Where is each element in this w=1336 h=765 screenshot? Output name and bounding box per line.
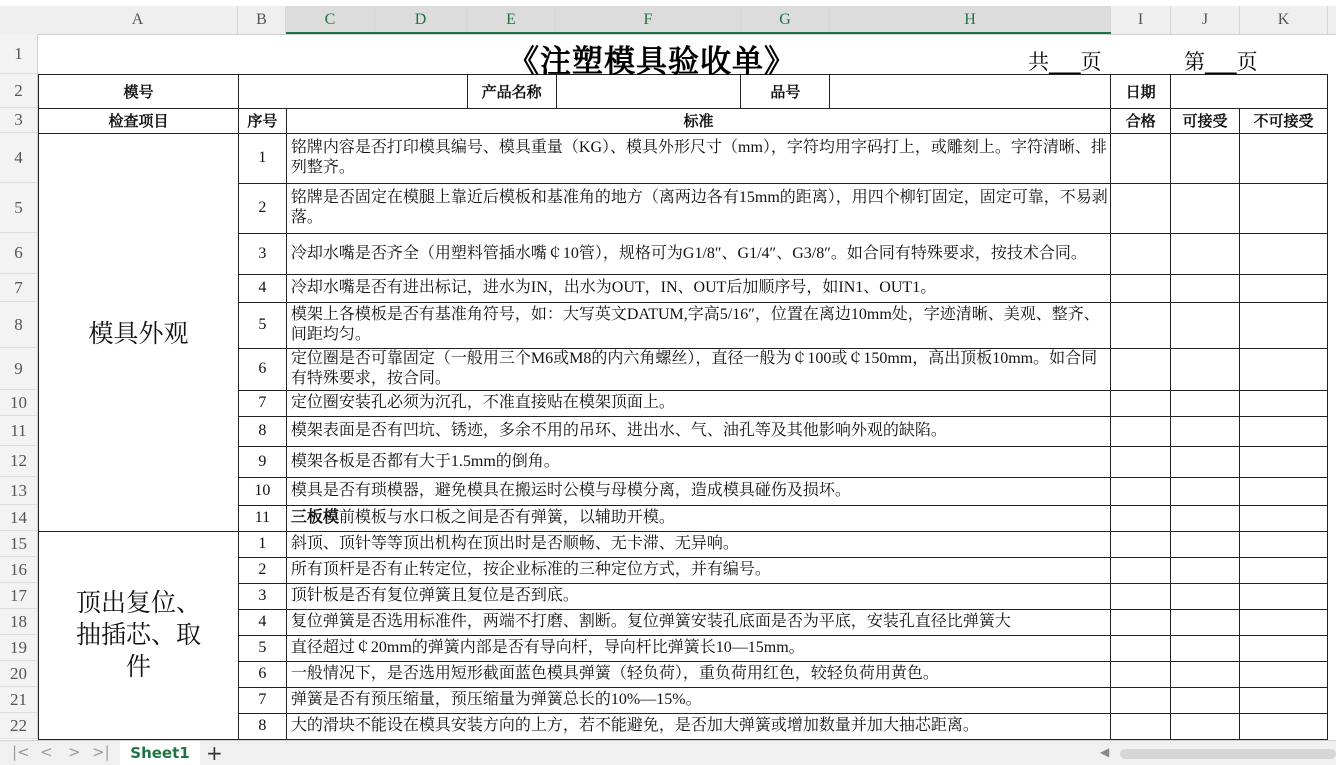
standard-cell[interactable] <box>286 274 1110 302</box>
column-header-f[interactable]: F <box>556 6 741 34</box>
col-title-standard: 标准 <box>286 108 1110 133</box>
first-sheet-icon[interactable]: |< <box>12 743 30 761</box>
standard-text: 模具是否有琐模器，避免模具在搬运时公模与母模分离，造成模具碰伤及损坏。 <box>290 482 851 499</box>
pass-cell[interactable] <box>1111 183 1171 233</box>
pass-cell[interactable] <box>1111 446 1171 477</box>
unacceptable-cell[interactable] <box>1239 390 1327 416</box>
acceptable-cell[interactable] <box>1171 390 1240 416</box>
item-number: 1 <box>238 531 286 557</box>
col-title-pass: 合格 <box>1111 108 1171 133</box>
item-number: 1 <box>238 133 286 183</box>
acceptable-cell[interactable] <box>1171 274 1240 302</box>
row-header-2[interactable]: 2 <box>0 74 38 108</box>
acceptable-cell[interactable] <box>1171 609 1240 635</box>
acceptable-cell[interactable] <box>1171 233 1240 274</box>
pass-cell[interactable] <box>1111 583 1171 609</box>
standard-cell[interactable] <box>286 390 1110 416</box>
standard-text: 前模板与水口板之间是否有弹簧，以辅助开模。 <box>338 509 675 526</box>
item-number: 2 <box>238 183 286 233</box>
standard-cell[interactable] <box>286 505 1110 531</box>
acceptable-cell[interactable] <box>1171 505 1240 531</box>
row-header-13[interactable]: 13 <box>0 477 38 505</box>
standard-text: 冷却水嘴是否齐全（用塑料管插水嘴￠10管），规格可为G1/8″、G1/4″、G3/8″。如合同有特殊要求，按技术合同。 <box>290 244 1087 262</box>
category-cell <box>39 531 239 739</box>
pass-cell[interactable] <box>1111 348 1171 390</box>
col-title-acceptable: 可接受 <box>1171 108 1240 133</box>
standard-text: 大的滑块不能设在模具安装方向的上方，若不能避免，是否加大弹簧或增加数量并加大抽芯距离。 <box>290 717 979 734</box>
item-number: 4 <box>238 609 286 635</box>
pass-cell[interactable] <box>1111 713 1171 739</box>
standard-cell[interactable] <box>286 446 1110 477</box>
row-header-7[interactable]: 7 <box>0 274 38 302</box>
item-number: 11 <box>238 505 286 531</box>
pass-cell[interactable] <box>1111 505 1171 531</box>
acceptable-cell[interactable] <box>1171 635 1240 661</box>
item-number: 9 <box>238 446 286 477</box>
unacceptable-cell[interactable] <box>1239 687 1327 713</box>
column-header-j[interactable]: J <box>1171 6 1240 34</box>
row-header-18[interactable]: 18 <box>0 609 38 635</box>
pass-cell[interactable] <box>1111 416 1171 446</box>
standard-text: 复位弹簧是否选用标准件，两端不打磨、割断。复位弹簧安装孔底面是否为平底，安装孔直径比弹簧大 <box>290 613 1011 630</box>
standard-text: 模架表面是否有凹坑、锈迹，多余不用的吊环、进出水、气、油孔等及其他影响外观的缺陷。 <box>290 422 947 439</box>
prev-sheet-icon[interactable]: < <box>40 743 53 761</box>
pass-cell[interactable] <box>1111 557 1171 583</box>
unacceptable-cell[interactable] <box>1239 713 1327 739</box>
standard-cell[interactable] <box>286 416 1110 446</box>
worksheet-grid[interactable] <box>38 34 1328 740</box>
unacceptable-cell[interactable] <box>1239 635 1327 661</box>
acceptable-cell[interactable] <box>1171 557 1240 583</box>
mold-no-cell[interactable] <box>238 74 467 108</box>
date-cell[interactable] <box>1171 74 1328 108</box>
sheet-tab-bar <box>0 740 1336 765</box>
unacceptable-cell[interactable] <box>1239 446 1327 477</box>
row-header-10[interactable]: 10 <box>0 390 38 416</box>
category-cell <box>39 133 239 531</box>
standard-text: 模架上各模板是否有基准角符号，如：大写英文DATUM,字高5/16″，位置在离边10mm处，字迹清晰、美观、整齐、间距均匀。 <box>290 306 1100 343</box>
row-header-22[interactable]: 22 <box>0 713 38 739</box>
column-header-a[interactable]: A <box>38 6 238 34</box>
item-number: 6 <box>238 348 286 390</box>
unacceptable-cell[interactable] <box>1239 416 1327 446</box>
column-header-g[interactable]: G <box>741 6 830 34</box>
column-header-b[interactable]: B <box>238 6 286 34</box>
standard-text: 定位圈是否可靠固定（一般用三个M6或M8的内六角螺丝），直径一般为￠100或￠150mm，高出顶板10mm。如合同有特殊要求，按合同。 <box>290 350 1098 387</box>
acceptable-cell[interactable] <box>1171 477 1240 505</box>
item-number: 4 <box>238 274 286 302</box>
column-header-i[interactable]: I <box>1111 6 1171 34</box>
unacceptable-cell[interactable] <box>1239 583 1327 609</box>
pass-cell[interactable] <box>1111 274 1171 302</box>
unacceptable-cell[interactable] <box>1239 183 1327 233</box>
column-header-k[interactable]: K <box>1240 6 1328 34</box>
pass-cell[interactable] <box>1111 477 1171 505</box>
column-header-c[interactable]: C <box>286 6 375 34</box>
row-header-4[interactable]: 4 <box>0 133 38 183</box>
standard-cell[interactable] <box>286 635 1110 661</box>
acceptable-cell[interactable] <box>1171 183 1240 233</box>
row-header-20[interactable]: 20 <box>0 661 38 687</box>
row-header-21[interactable]: 21 <box>0 687 38 713</box>
item-number: 8 <box>238 713 286 739</box>
standard-cell[interactable] <box>286 609 1110 635</box>
column-headers <box>0 6 1336 35</box>
row-header-11[interactable]: 11 <box>0 416 38 446</box>
page-total: 共___页 <box>1028 50 1102 74</box>
item-number: 7 <box>238 687 286 713</box>
standard-cell[interactable] <box>286 302 1110 348</box>
item-number: 8 <box>238 416 286 446</box>
standard-text: 所有顶杆是否有止转定位，按企业标准的三种定位方式，并有编号。 <box>290 561 771 578</box>
acceptable-cell[interactable] <box>1171 687 1240 713</box>
standard-cell[interactable] <box>286 583 1110 609</box>
standard-cell[interactable] <box>286 713 1110 739</box>
standard-cell[interactable] <box>286 233 1110 274</box>
pass-cell[interactable] <box>1111 390 1171 416</box>
pass-cell[interactable] <box>1111 635 1171 661</box>
table-row <box>39 133 1328 183</box>
unacceptable-cell[interactable] <box>1239 505 1327 531</box>
last-sheet-icon[interactable]: >| <box>92 743 110 761</box>
row-header-1[interactable]: 1 <box>0 34 38 74</box>
row-header-6[interactable]: 6 <box>0 233 38 274</box>
item-number: 2 <box>238 557 286 583</box>
acceptable-cell[interactable] <box>1171 416 1240 446</box>
table-row <box>39 531 1328 557</box>
standard-text: 斜顶、顶针等等顶出机构在顶出时是否顺畅、无卡滞、无异响。 <box>290 535 739 552</box>
column-header-e[interactable]: E <box>467 6 556 34</box>
bold-text: 三板模 <box>290 509 339 526</box>
item-number: 5 <box>238 302 286 348</box>
unacceptable-cell[interactable] <box>1239 531 1327 557</box>
standard-text: 铭牌是否固定在模腿上靠近后模板和基准角的地方（离两边各有15mm的距离），用四个柳钉固定，固定可靠，不易剥落。 <box>290 189 1108 226</box>
pass-cell[interactable] <box>1111 687 1171 713</box>
acceptable-cell[interactable] <box>1171 446 1240 477</box>
unacceptable-cell[interactable] <box>1239 557 1327 583</box>
unacceptable-cell[interactable] <box>1239 477 1327 505</box>
standard-cell[interactable] <box>286 133 1110 183</box>
add-sheet-button[interactable]: + <box>206 741 223 765</box>
col-title-unacceptable: 不可接受 <box>1239 108 1327 133</box>
acceptable-cell[interactable] <box>1171 348 1240 390</box>
standard-cell[interactable] <box>286 661 1110 687</box>
column-header-h[interactable]: H <box>830 6 1111 34</box>
form-title: 《注塑模具验收单》 <box>508 44 796 80</box>
acceptable-cell[interactable] <box>1171 133 1240 183</box>
row-header-14[interactable]: 14 <box>0 505 38 531</box>
item-number: 7 <box>238 390 286 416</box>
pass-cell[interactable] <box>1111 609 1171 635</box>
row-header-5[interactable]: 5 <box>0 183 38 233</box>
category-label: 模具外观 <box>88 319 189 348</box>
date-label: 日期 <box>1111 74 1171 108</box>
item-number: 5 <box>238 635 286 661</box>
pass-cell[interactable] <box>1111 233 1171 274</box>
item-number: 3 <box>238 233 286 274</box>
row-header-9[interactable]: 9 <box>0 348 38 390</box>
unacceptable-cell[interactable] <box>1239 274 1327 302</box>
horizontal-scrollbar[interactable] <box>1120 749 1336 759</box>
unacceptable-cell[interactable] <box>1239 661 1327 687</box>
row-header-3[interactable]: 3 <box>0 108 38 133</box>
standard-cell[interactable] <box>286 557 1110 583</box>
standard-cell[interactable] <box>286 531 1110 557</box>
standard-text: 弹簧是否有预压缩量，预压缩量为弹簧总长的10%—15%。 <box>290 691 702 708</box>
acceptable-cell[interactable] <box>1171 713 1240 739</box>
standard-text: 定位圈安装孔必须为沉孔，不准直接贴在模架顶面上。 <box>290 394 675 411</box>
sheet-tab-sheet1[interactable]: Sheet1 <box>120 741 200 765</box>
standard-cell[interactable] <box>286 477 1110 505</box>
standard-cell[interactable] <box>286 348 1110 390</box>
standard-text: 模架各板是否都有大于1.5mm的倒角。 <box>290 452 560 470</box>
product-name-label: 产品名称 <box>467 74 556 108</box>
page-current: 第___页 <box>1184 50 1258 74</box>
acceptable-cell[interactable] <box>1171 661 1240 687</box>
pass-cell[interactable] <box>1111 531 1171 557</box>
standard-text: 一般情况下，是否选用短形截面蓝色模具弹簧（轻负荷），重负荷用红色，较轻负荷用黄色。 <box>290 665 939 682</box>
part-no-label: 品号 <box>741 74 830 108</box>
unacceptable-cell[interactable] <box>1239 233 1327 274</box>
pass-cell[interactable] <box>1111 133 1171 183</box>
scroll-left-icon[interactable]: ◀ <box>1100 745 1110 759</box>
standard-text: 铭牌内容是否打印模具编号、模具重量（KG）、模具外形尺寸（mm），字符均用字码打上，或雕刻上。字符清晰、排列整齐。 <box>290 139 1107 176</box>
col-title-seq: 序号 <box>238 108 286 133</box>
row-header-12[interactable]: 12 <box>0 446 38 477</box>
unacceptable-cell[interactable] <box>1239 348 1327 390</box>
item-number: 10 <box>238 477 286 505</box>
standard-cell[interactable] <box>286 687 1110 713</box>
item-number: 6 <box>238 661 286 687</box>
inspection-table <box>38 34 1328 740</box>
row-header-16[interactable]: 16 <box>0 557 38 583</box>
item-number: 3 <box>238 583 286 609</box>
pass-cell[interactable] <box>1111 661 1171 687</box>
standard-cell[interactable] <box>286 183 1110 233</box>
row-header-19[interactable]: 19 <box>0 635 38 661</box>
next-sheet-icon[interactable]: > <box>68 743 81 761</box>
column-header-d[interactable]: D <box>375 6 467 34</box>
standard-text: 直径超过￠20mm的弹簧内部是否有导向杆，导向杆比弹簧长10—15mm。 <box>290 639 805 656</box>
standard-text: 冷却水嘴是否有进出标记，进水为IN，出水为OUT，IN、OUT后加顺序号，如IN1、OUT1。 <box>290 279 937 296</box>
acceptable-cell[interactable] <box>1171 302 1240 348</box>
unacceptable-cell[interactable] <box>1239 133 1327 183</box>
row-header-8[interactable]: 8 <box>0 302 38 348</box>
unacceptable-cell[interactable] <box>1239 609 1327 635</box>
row-header-17[interactable]: 17 <box>0 583 38 609</box>
part-no-cell[interactable] <box>830 74 1111 108</box>
pass-cell[interactable] <box>1111 302 1171 348</box>
acceptable-cell[interactable] <box>1171 531 1240 557</box>
row-header-15[interactable]: 15 <box>0 531 38 557</box>
acceptable-cell[interactable] <box>1171 583 1240 609</box>
col-title-item: 检查项目 <box>39 108 239 133</box>
standard-text: 顶针板是否有复位弹簧且复位是否到底。 <box>290 587 579 604</box>
mold-no-label: 模号 <box>39 74 239 108</box>
category-label: 顶出复位、抽插芯、取件 <box>75 588 201 681</box>
unacceptable-cell[interactable] <box>1239 302 1327 348</box>
